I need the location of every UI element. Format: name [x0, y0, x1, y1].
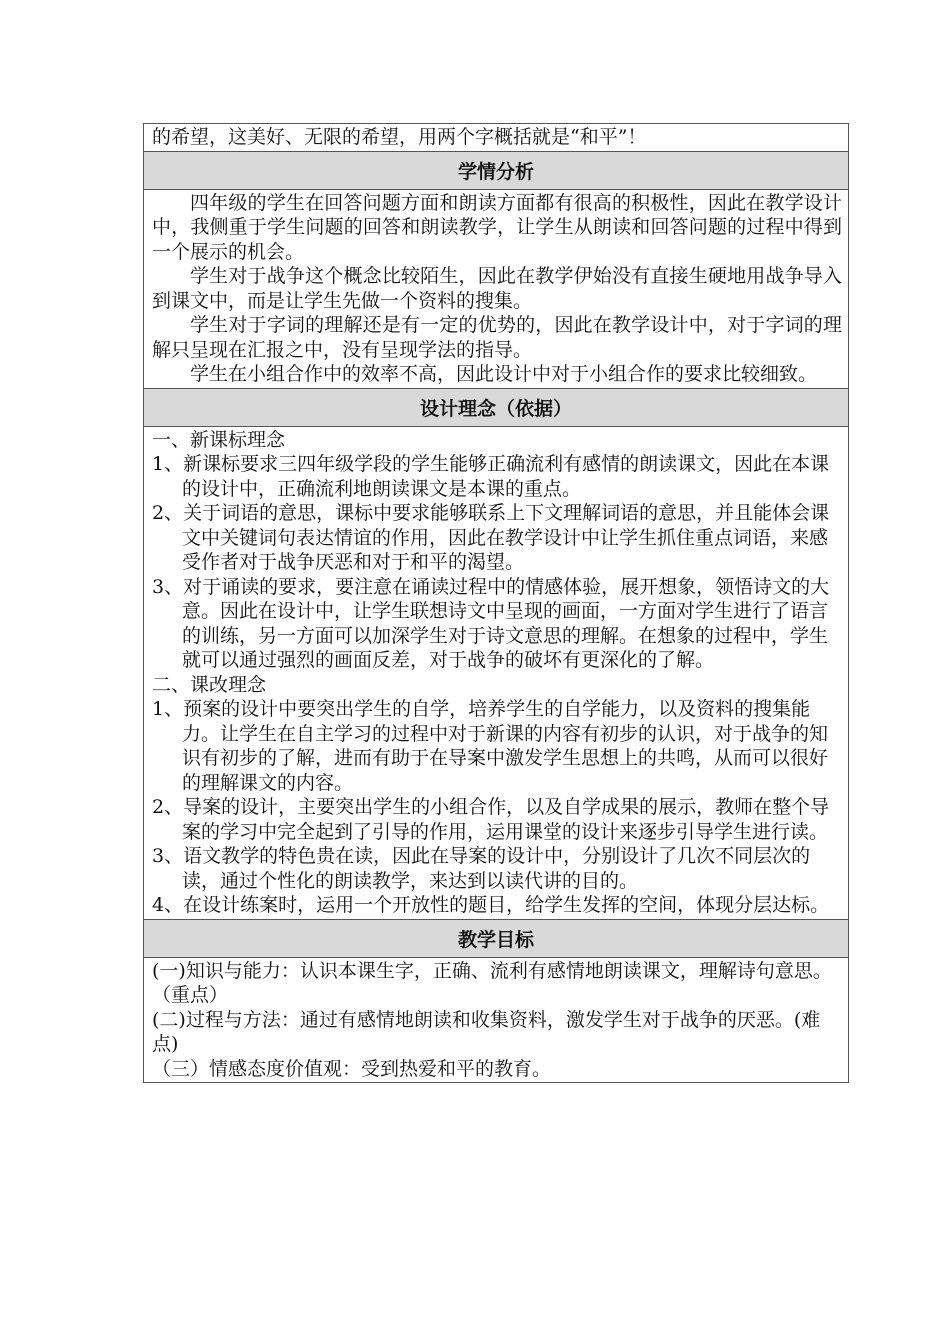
goal-item: （三）情感态度价值观：受到热爱和平的教育。	[152, 1057, 552, 1080]
analysis-heading-row	[144, 152, 848, 190]
analysis-paragraph: 四年级的学生在回答问题方面和朗读方面都有很高的积极性，因此在教学设计中，我侧重于学生问题的回答和朗读教学，让学生从朗读和回答问题的过程中得到一个展示的机会。	[152, 191, 842, 263]
concept-part2-item: 4、在设计练案时，运用一个开放性的题目，给学生发挥的空间，体现分层达标。	[152, 894, 830, 916]
continuation-text: 的希望，这美好、无限的希望，用两个字概括就是“和平”！	[152, 126, 647, 148]
concept-part1-item: 3、对于诵读的要求，要注意在诵读过程中的情感体验，展开想象，领悟诗文的大意。因此在设计中，让学生联想诗文中呈现的画面，一方面对学生进行了语言的训练，另一方面可以加深学生对于诗文意思的理解。在想象的过程中，学生就可以通过强烈的画面反差，对于战争的破坏有更深化的了解。	[152, 575, 830, 671]
goals-heading: 教学目标	[457, 928, 534, 951]
concept-part2-title: 二、课改理念	[152, 673, 267, 696]
concept-part1-item: 1、新课标要求三四年级学段的学生能够正确流利有感情的朗读课文，因此在本课的设计中，正确流利地朗读课文是本课的重点。	[152, 453, 830, 500]
analysis-paragraph: 学生在小组合作中的效率不高，因此设计中对于小组合作的要求比较细致。	[190, 363, 818, 385]
concept-part2-item: 1、预案的设计中要突出学生的自学，培养学生的自学能力，以及资料的搜集能力。让学生在自主学习的过程中对于新课的内容有初步的认识，对于战争的知识有初步的了解，进而有助于在导案中激发学生思想上的共鸣，从而可以很好的理解课文的内容。	[152, 698, 829, 794]
analysis-paragraph: 学生对于战争这个概念比较陌生，因此在教学伊始没有直接生硬地用战争导入到课文中，而是让学生先做一个资料的搜集。	[152, 265, 842, 312]
lesson-plan-table	[143, 123, 849, 1083]
concept-content	[144, 427, 848, 920]
goal-item: (一)知识与能力：认识本课生字，正确、流利有感情地朗读课文，理解诗句意思。（重点）	[152, 959, 832, 1006]
continuation-row	[144, 124, 848, 152]
concept-heading: 设计理念（依据）	[419, 397, 572, 420]
concept-part1-title: 一、新课标理念	[152, 428, 286, 451]
concept-part2-item: 2、导案的设计，主要突出学生的小组合作，以及自学成果的展示，教师在整个导案的学习中完全起到了引导的作用，运用课堂的设计来逐步引导学生进行读。	[152, 796, 830, 843]
analysis-content	[144, 190, 848, 389]
goals-content	[144, 958, 848, 1083]
concept-part1-item: 2、关于词语的意思，课标中要求能够联系上下文理解词语的意思，并且能体会课文中关键词句表达情谊的作用，因此在教学设计中让学生抓住重点词语，来感受作者对于战争厌恶和对于和平的渴望。	[152, 502, 830, 573]
goals-heading-row	[144, 920, 848, 958]
concept-part2-item: 3、语文教学的特色贵在读，因此在导案的设计中，分别设计了几次不同层次的读，通过个性化的朗读教学，来达到以读代讲的目的。	[152, 845, 811, 892]
goal-item: (二)过程与方法：通过有感情地朗读和收集资料，激发学生对于战争的厌恶。(难点)	[152, 1008, 821, 1055]
analysis-heading: 学情分析	[457, 160, 534, 183]
concept-heading-row	[144, 389, 848, 427]
analysis-paragraph: 学生对于字词的理解还是有一定的优势的，因此在教学设计中，对于字词的理解只呈现在汇报之中，没有呈现学法的指导。	[152, 314, 842, 361]
